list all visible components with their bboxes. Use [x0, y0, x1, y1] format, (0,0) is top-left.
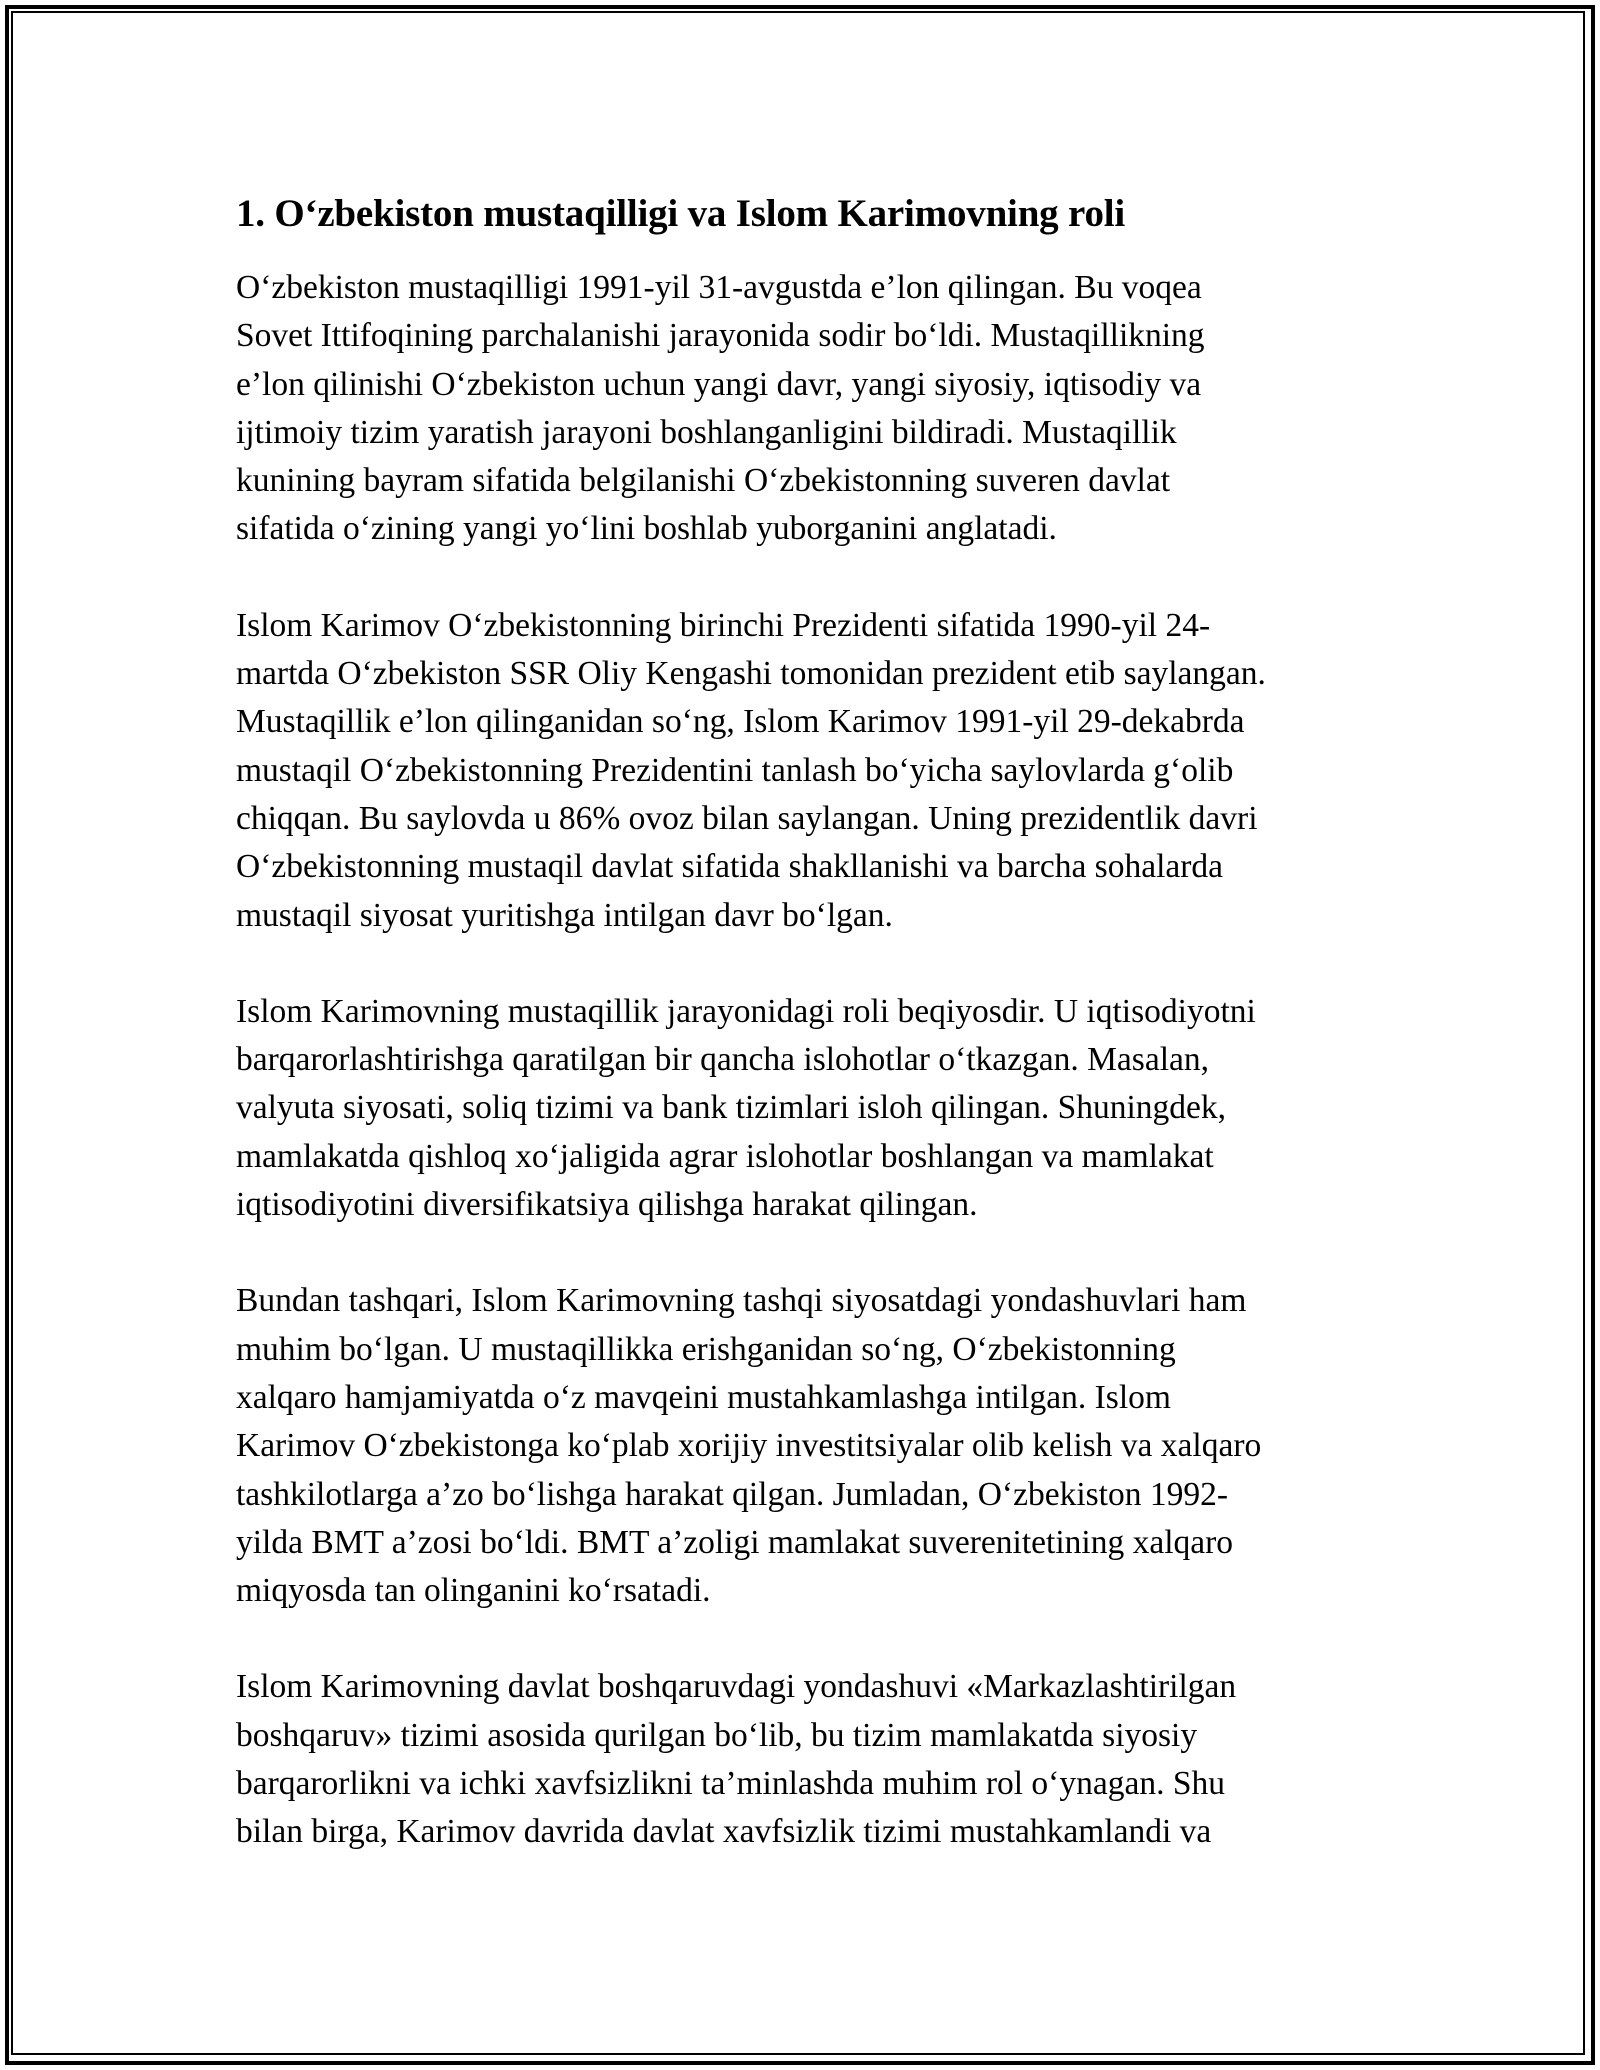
paragraph [236, 264, 1376, 554]
paragraph-line: O‘zbekistonning mustaqil davlat sifatida shakllanishi va barcha sohalarda [236, 848, 1224, 886]
paragraph-line: muhim bo‘lgan. U mustaqillikka erishganidan so‘ng, O‘zbekistonning [236, 1330, 1176, 1368]
paragraph-line: e’lon qilinishi O‘zbekiston uchun yangi davr, yangi siyosiy, iqtisodiy va [236, 365, 1202, 403]
paragraph-line: Sovet Ittifoqining parchalanishi jarayonida sodir bo‘ldi. Mustaqillikning [236, 317, 1205, 355]
paragraph-line: Mustaqillik e’lon qilinganidan so‘ng, Islom Karimov 1991-yil 29-dekabrda [236, 703, 1245, 741]
paragraph-line: yilda BMT a’zosi bo‘ldi. BMT a’zoligi mamlakat suverenitetining xalqaro [236, 1523, 1234, 1561]
paragraph-line: chiqqan. Bu saylovda u 86% ovoz bilan saylangan. Uning prezidentlik davri [236, 799, 1258, 837]
paragraph [236, 602, 1376, 940]
paragraph-line: miqyosda tan olinganini ko‘rsatadi. [236, 1572, 711, 1610]
paragraph-line: barqarorlikni va ichki xavfsizlikni ta’minlashda muhim rol o‘ynagan. Shu [236, 1765, 1225, 1803]
paragraph-line: mustaqil O‘zbekistonning Prezidentini tanlash bo‘yicha saylovlarda g‘olib [236, 751, 1234, 789]
paragraph-line: Islom Karimov O‘zbekistonning birinchi Prezidenti sifatida 1990-yil 24- [236, 606, 1211, 644]
document-body [236, 186, 1376, 1905]
paragraph-line: Karimov O‘zbekistonga ko‘plab xorijiy investitsiyalar olib kelish va xalqaro [236, 1427, 1262, 1465]
paragraph-line: mustaqil siyosat yuritishga intilgan davr bo‘lgan. [236, 896, 893, 934]
paragraph-line: boshqaruv» tizimi asosida qurilgan bo‘lib, bu tizim mamlakatda siyosiy [236, 1716, 1198, 1754]
paragraph [236, 988, 1376, 1229]
paragraph-list [236, 264, 1376, 1857]
paragraph-line: iqtisodiyotini diversifikatsiya qilishga harakat qilingan. [236, 1186, 978, 1224]
paragraph-line: Islom Karimovning mustaqillik jarayonidagi roli beqiyosdir. U iqtisodiyotni [236, 992, 1256, 1030]
paragraph-line: mamlakatda qishloq xo‘jaligida agrar islohotlar boshlangan va mamlakat [236, 1137, 1214, 1175]
paragraph-line: tashkilotlarga a’zo bo‘lishga harakat qilgan. Jumladan, O‘zbekiston 1992- [236, 1475, 1229, 1513]
paragraph-line: Islom Karimovning davlat boshqaruvdagi yondashuvi «Markazlashtirilgan [236, 1668, 1237, 1706]
paragraph-line: valyuta siyosati, soliq tizimi va bank tizimlari isloh qilingan. Shuningdek, [236, 1089, 1227, 1127]
paragraph-line: barqarorlashtirishga qaratilgan bir qancha islohotlar o‘tkazgan. Masalan, [236, 1041, 1210, 1079]
section-heading: 1. O‘zbekiston mustaqilligi va Islom Karimovning roli [236, 192, 1126, 235]
paragraph [236, 1277, 1376, 1615]
paragraph-line: ijtimoiy tizim yaratish jarayoni boshlanganligini bildiradi. Mustaqillik [236, 413, 1177, 451]
paragraph-line: kunining bayram sifatida belgilanishi O‘zbekistonning suveren davlat [236, 462, 1171, 500]
paragraph-line: O‘zbekiston mustaqilligi 1991-yil 31-avgustda e’lon qilingan. Bu voqea [236, 269, 1202, 306]
paragraph-line: martda O‘zbekiston SSR Oliy Kengashi tomonidan prezident etib saylangan. [236, 655, 1266, 693]
paragraph-line: Bundan tashqari, Islom Karimovning tashqi siyosatdagi yondashuvlari ham [236, 1282, 1247, 1320]
paragraph-line: sifatida o‘zining yangi yo‘lini boshlab yuborganini anglatadi. [236, 510, 1057, 548]
paragraph-line: xalqaro hamjamiyatda o‘z mavqeini mustahkamlashga intilgan. Islom [236, 1378, 1171, 1416]
paragraph-line: bilan birga, Karimov davrida davlat xavfsizlik tizimi mustahkamlandi va [236, 1813, 1212, 1851]
paragraph [236, 1663, 1376, 1856]
